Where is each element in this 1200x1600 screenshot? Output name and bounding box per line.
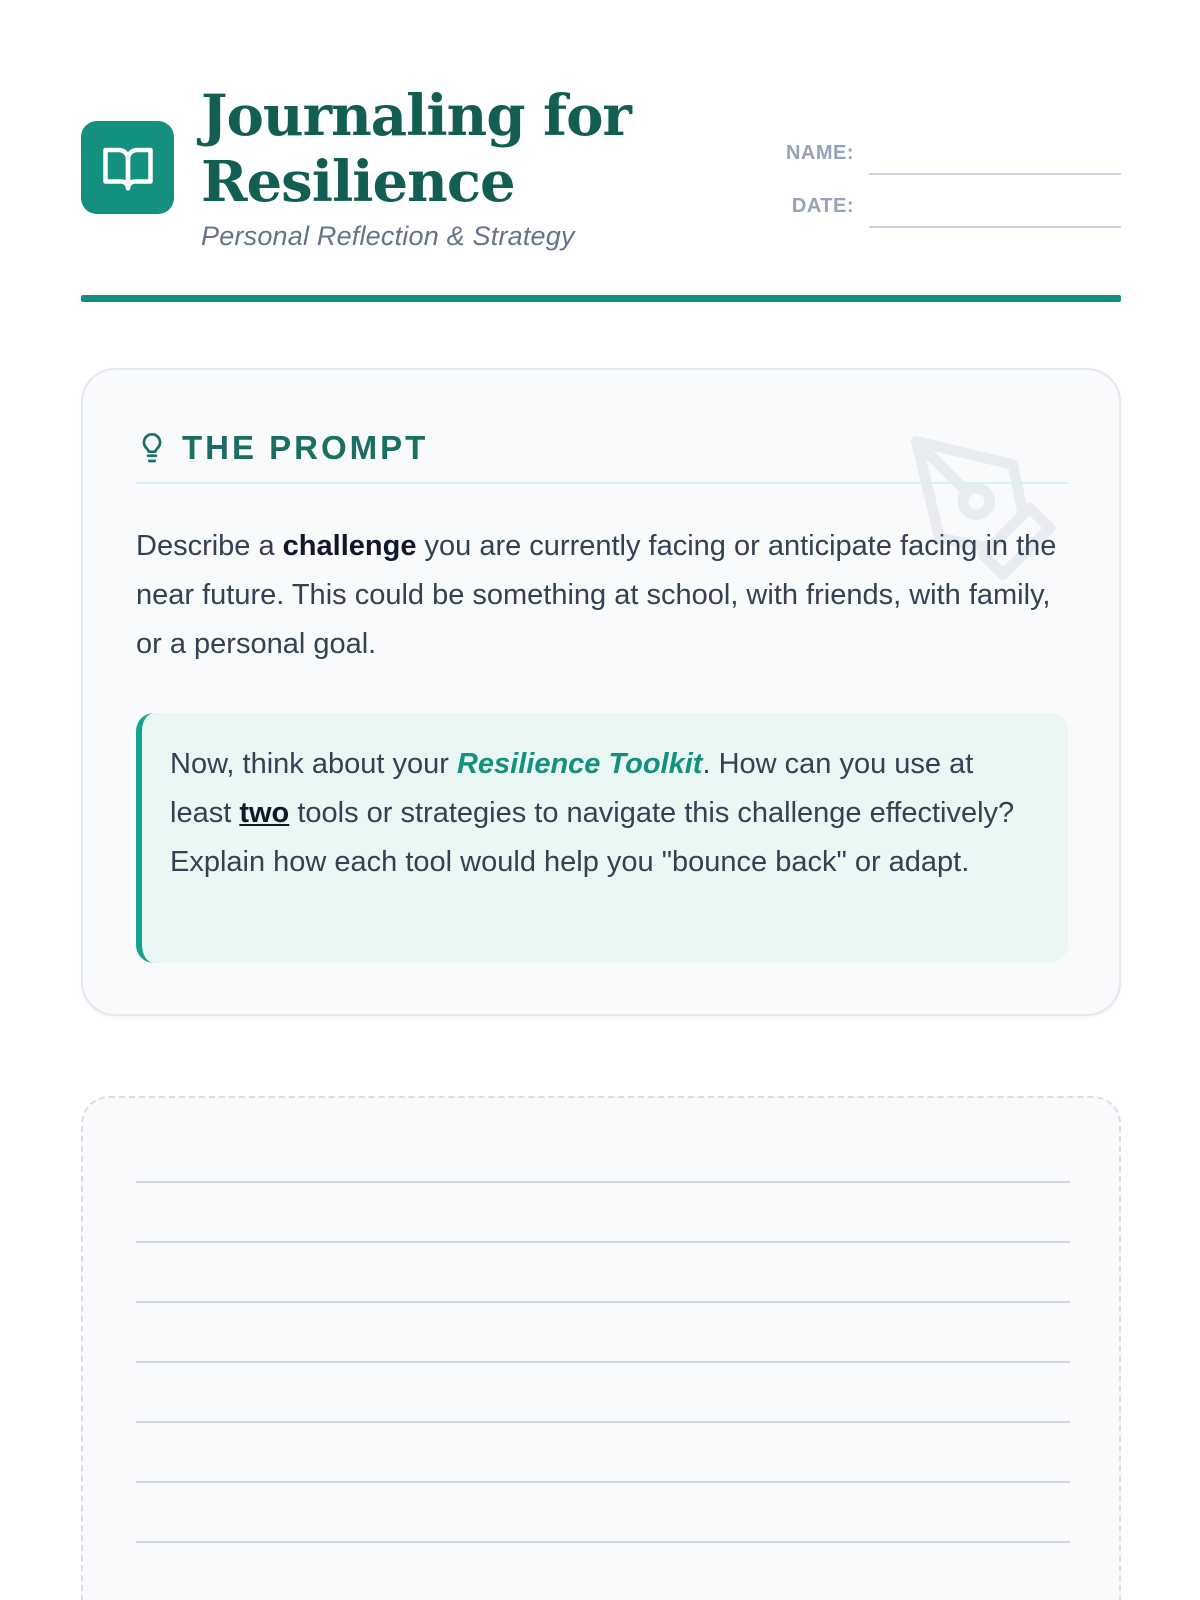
writing-line bbox=[136, 1421, 1070, 1423]
worksheet-header bbox=[81, 80, 1121, 250]
prompt-text-part: you are currently facing or anticipate facing in the near future. This could be something at school, with friends, with family, or a personal goal. bbox=[136, 530, 1057, 660]
two-emphasis: two bbox=[239, 797, 290, 829]
name-field-line[interactable] bbox=[869, 173, 1121, 175]
callout-text-part: Now, think about your bbox=[170, 748, 457, 780]
date-field-line[interactable] bbox=[869, 226, 1121, 228]
writing-line bbox=[136, 1481, 1070, 1483]
writing-line bbox=[136, 1301, 1070, 1303]
prompt-text bbox=[136, 522, 1076, 669]
toolkit-callout bbox=[136, 713, 1068, 963]
student-info bbox=[701, 122, 1121, 228]
date-label: DATE: bbox=[791, 195, 854, 217]
writing-line bbox=[136, 1241, 1070, 1243]
callout-text-part: tools or strategies to navigate this challenge effectively? Explain how each tool would help you "bounce back" or adapt. bbox=[170, 797, 1015, 878]
writing-line bbox=[136, 1541, 1070, 1543]
title-block bbox=[201, 80, 661, 252]
name-row bbox=[701, 122, 1121, 175]
callout-text-part: . How can you use at least bbox=[170, 748, 974, 829]
prompt-heading-text: THE PROMPT bbox=[182, 429, 429, 466]
date-row bbox=[701, 175, 1121, 228]
open-book-icon bbox=[81, 121, 174, 214]
page-subtitle: Personal Reflection & Strategy bbox=[201, 221, 575, 251]
name-label: NAME: bbox=[785, 142, 854, 164]
writing-line bbox=[136, 1361, 1070, 1363]
header-divider bbox=[81, 295, 1121, 302]
writing-area[interactable] bbox=[81, 1096, 1121, 1600]
writing-line bbox=[136, 1181, 1070, 1183]
page-title: Journaling for Resilience bbox=[201, 83, 631, 215]
prompt-text-part: Describe a bbox=[136, 530, 283, 562]
lightbulb-icon bbox=[136, 431, 168, 467]
prompt-card bbox=[81, 368, 1121, 1016]
prompt-heading bbox=[136, 428, 1068, 484]
prompt-emphasis: challenge bbox=[282, 530, 417, 562]
toolkit-emphasis: Resilience Toolkit bbox=[456, 748, 703, 780]
